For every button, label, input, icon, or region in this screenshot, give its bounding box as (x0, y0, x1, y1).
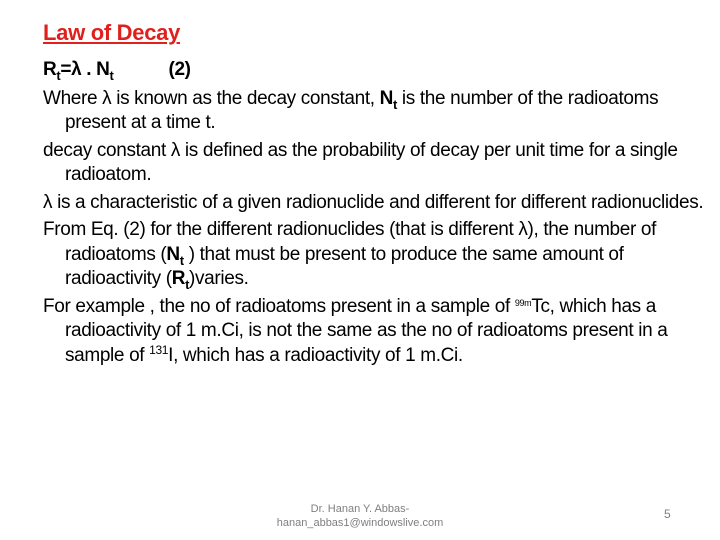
text: From Eq. (2) for the different radionuclides (that is different λ), the number of radioatoms ( (43, 219, 657, 265)
text: Tc, which has a radioactivity of 1 m.Ci, is not the same as the no of radioatoms present in a sample of (65, 295, 668, 366)
text: I, which has a radioactivity of 1 m.Ci. (168, 344, 463, 366)
paragraph-2: decay constant λ is defined as the probability of decay per unit time for a single radioatom. (43, 139, 678, 185)
paragraph-1 (43, 87, 708, 136)
text: ) that must be present to produce the same amount of radioactivity ( (65, 243, 624, 289)
subscript: t (393, 96, 397, 112)
text: For example , the no of radioatoms present in a sample of (43, 295, 515, 317)
superscript: 131 (149, 342, 169, 357)
slide-body (43, 58, 708, 371)
text: N (379, 87, 393, 109)
text: N (166, 243, 180, 265)
page-number: 5 (664, 507, 671, 521)
text: is the number of the radioatoms present at a time t. (65, 87, 659, 133)
footer-email: hanan_abbas1@windowslive.com (276, 517, 444, 529)
subscript: t (179, 252, 184, 268)
text: R (171, 268, 186, 289)
eq-op: =λ . N (60, 59, 110, 80)
slide-footer (250, 502, 470, 530)
footer-author: Dr. Hanan Y. Abbas- (310, 503, 410, 515)
paragraph-4 (43, 218, 708, 292)
superscript: 99m (514, 297, 532, 308)
paragraph-3: λ is a characteristic of a given radionuclide and different for different radionuclides. (43, 191, 704, 213)
eq-lhs-sub: t (56, 68, 61, 83)
subscript: t (185, 277, 190, 292)
eq-number: (2) (168, 59, 191, 80)
eq-lhs: R (43, 59, 57, 80)
paragraph-5 (43, 295, 708, 369)
text: Where λ is known as the decay constant, (43, 87, 380, 109)
text: )varies. (189, 268, 249, 289)
slide-title: Law of Decay (43, 20, 181, 45)
eq-rhs-sub: t (109, 68, 114, 83)
decay-equation (43, 58, 708, 83)
